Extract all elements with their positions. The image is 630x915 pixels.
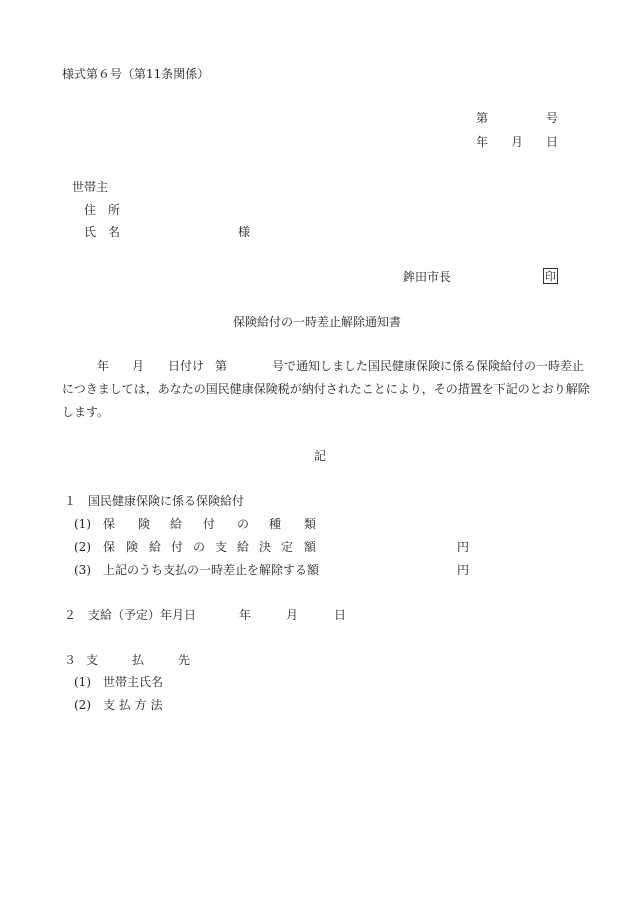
date-day: 日 — [546, 135, 559, 149]
issuer-title: 鉾田市長 — [403, 270, 452, 284]
form-number: 様式第６号（第11条関係） — [62, 67, 210, 81]
section3-number: ３ — [64, 653, 77, 667]
doc-number-suffix: 号 — [546, 111, 559, 125]
section2-heading: ２ 支給（予定）年月日 — [64, 608, 197, 622]
item2-char: の — [193, 540, 206, 554]
item1-char: の — [237, 517, 250, 531]
item2-char: 給 — [149, 540, 162, 554]
payee-item1-label: 世帯主氏名 — [103, 675, 164, 689]
section2-day: 日 — [334, 608, 347, 622]
doc-number-prefix: 第 — [476, 111, 489, 125]
item2-char: 決 — [259, 540, 272, 554]
body-line2: につきましては，あなたの国民健康保険税が納付されたことにより，その措置を下記のとおり解除 — [62, 382, 590, 396]
section3-char: 払 — [132, 653, 145, 667]
household-head-label: 世帯主 — [72, 180, 109, 194]
item3-label: 上記のうち支払の一時差止を解除する額 — [103, 563, 320, 577]
section3-char: 先 — [178, 653, 191, 667]
name-label: 氏 名 — [84, 225, 121, 239]
seal-mark: 印 — [545, 270, 556, 283]
item1-char: 給 — [170, 517, 183, 531]
item2-unit: 円 — [457, 540, 470, 554]
item1-char: 保 — [103, 517, 116, 531]
item2-char: 定 — [281, 540, 294, 554]
body-month: 月 — [132, 359, 145, 373]
honorific: 様 — [238, 225, 251, 239]
date-month: 月 — [511, 135, 524, 149]
payee-item2-number: (2) — [74, 698, 91, 712]
item2-char: 保 — [103, 540, 116, 554]
section2-year: 年 — [239, 608, 252, 622]
payee-item1-number: (1) — [74, 675, 91, 689]
item2-char: 額 — [304, 540, 317, 554]
item2-char: 支 — [215, 540, 228, 554]
item1-number: (1) — [74, 517, 91, 531]
item1-char: 類 — [304, 517, 317, 531]
address-label: 住 所 — [84, 203, 121, 217]
date-year: 年 — [476, 135, 489, 149]
item2-char: 険 — [126, 540, 139, 554]
body-line3: します。 — [62, 405, 110, 419]
payee-item2-label: 支 払 方 法 — [103, 698, 163, 712]
document-title: 保険給付の一時差止解除通知書 — [233, 315, 402, 329]
item2-char: 付 — [171, 540, 184, 554]
item1-char: 険 — [138, 517, 151, 531]
item3-number: (3) — [74, 563, 91, 577]
item1-char: 付 — [203, 517, 216, 531]
body-day-dated: 日付け — [168, 359, 205, 373]
body-line1-rest: 号で通知しました国民健康保険に係る保険給付の一時差止 — [272, 359, 585, 373]
item2-number: (2) — [74, 540, 91, 554]
body-year: 年 — [97, 359, 110, 373]
section1-heading: １ 国民健康保険に係る保険給付 — [64, 494, 245, 508]
section3-char: 支 — [86, 653, 99, 667]
ki-mark: 記 — [314, 449, 327, 463]
item3-unit: 円 — [457, 563, 470, 577]
section2-month: 月 — [286, 608, 299, 622]
body-no-prefix: 第 — [215, 359, 228, 373]
item1-char: 種 — [269, 517, 282, 531]
item2-char: 給 — [237, 540, 250, 554]
